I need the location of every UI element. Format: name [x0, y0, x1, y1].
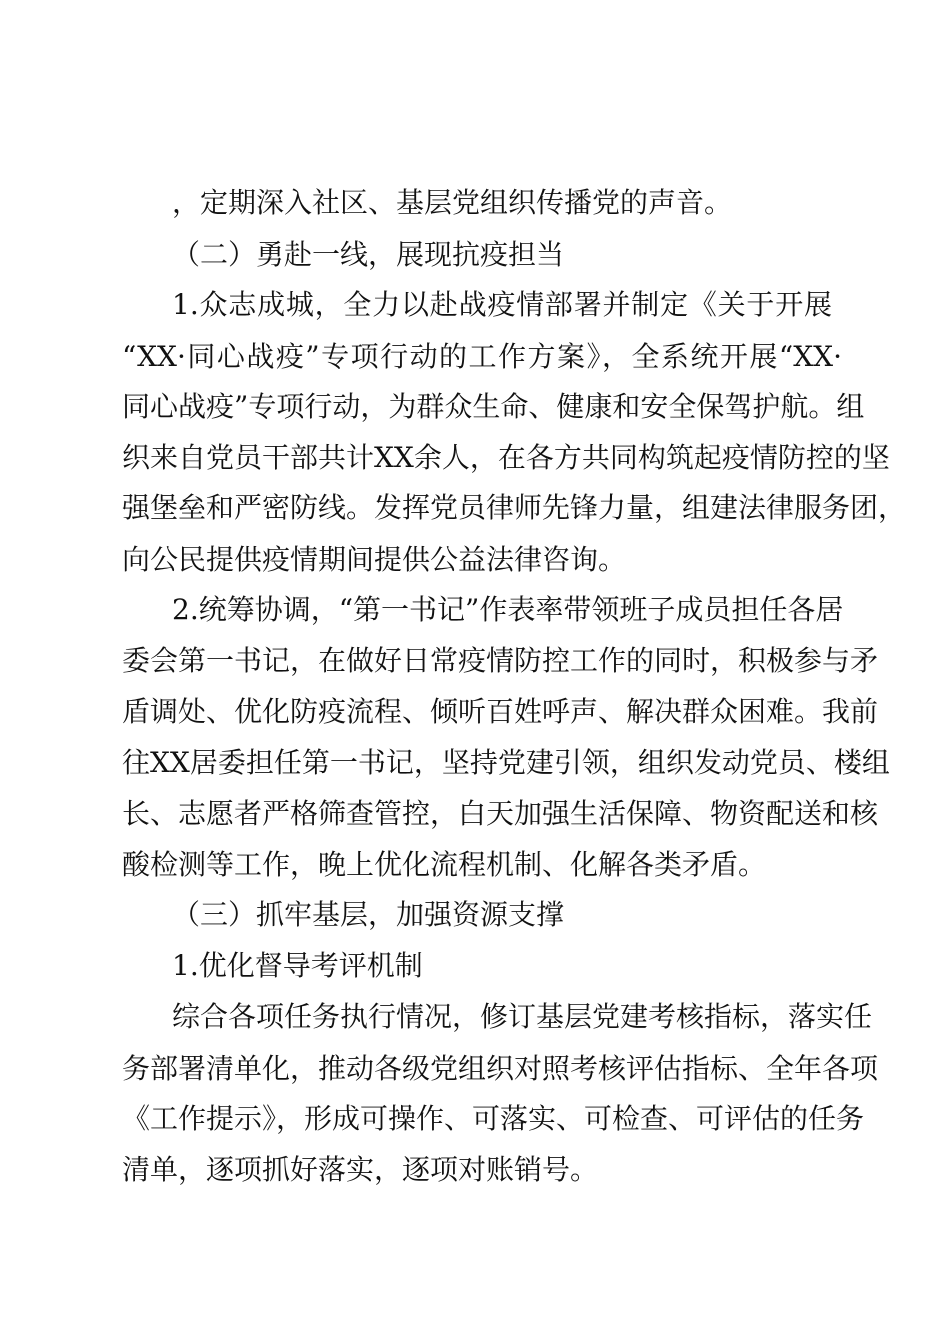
paragraph-line: 《工作提示》，形成可操作、可落实、可检查、可评估的任务: [122, 1102, 865, 1135]
paragraph-line: “XX·同心战疫”专项行动的工作方案》，全系统开展“XX·: [122, 340, 842, 373]
paragraph-line: 盾调处、优化防疫流程、倾听百姓呼声、解决群众困难。我前: [122, 695, 879, 728]
paragraph-line: 向公民提供疫情期间提供公益法律咨询。: [122, 543, 627, 576]
paragraph-line: 酸检测等工作，晚上优化流程机制、化解各类矛盾。: [122, 848, 767, 881]
paragraph-line: 往XX居委担任第一书记，坚持党建引领，组织发动党员、楼组: [122, 746, 890, 779]
paragraph-line: 织来自党员干部共计XX余人，在各方共同构筑起疫情防控的坚: [122, 441, 890, 474]
paragraph-line: ，定期深入社区、基层党组织传播党的声音。: [172, 186, 733, 219]
paragraph-line: 1.众志成城，全力以赴战疫情部署并制定《关于开展: [172, 288, 832, 321]
section-heading: （二）勇赴一线，展现抗疫担当: [172, 238, 565, 271]
paragraph-line: 2.统筹协调，“第一书记”作表率带领班子成员担任各居: [172, 593, 844, 626]
paragraph-line: 强堡垒和严密防线。发挥党员律师先锋力量，组建法律服务团，: [122, 491, 907, 524]
paragraph-line: 长、志愿者严格筛查管控，白天加强生活保障、物资配送和核: [122, 797, 879, 830]
paragraph-line: 委会第一书记，在做好日常疫情防控工作的同时，积极参与矛: [122, 644, 879, 677]
paragraph-line: 务部署清单化，推动各级党组织对照考核评估指标、全年各项: [122, 1052, 879, 1085]
subsection-heading: 1.优化督导考评机制: [172, 949, 423, 982]
paragraph-line: 清单，逐项抓好落实，逐项对账销号。: [122, 1153, 599, 1186]
paragraph-line: 综合各项任务执行情况，修订基层党建考核指标，落实任: [172, 1000, 873, 1033]
paragraph-line: 同心战疫”专项行动，为群众生命、健康和安全保驾护航。组: [122, 390, 865, 423]
section-heading: （三）抓牢基层，加强资源支撑: [172, 898, 565, 931]
